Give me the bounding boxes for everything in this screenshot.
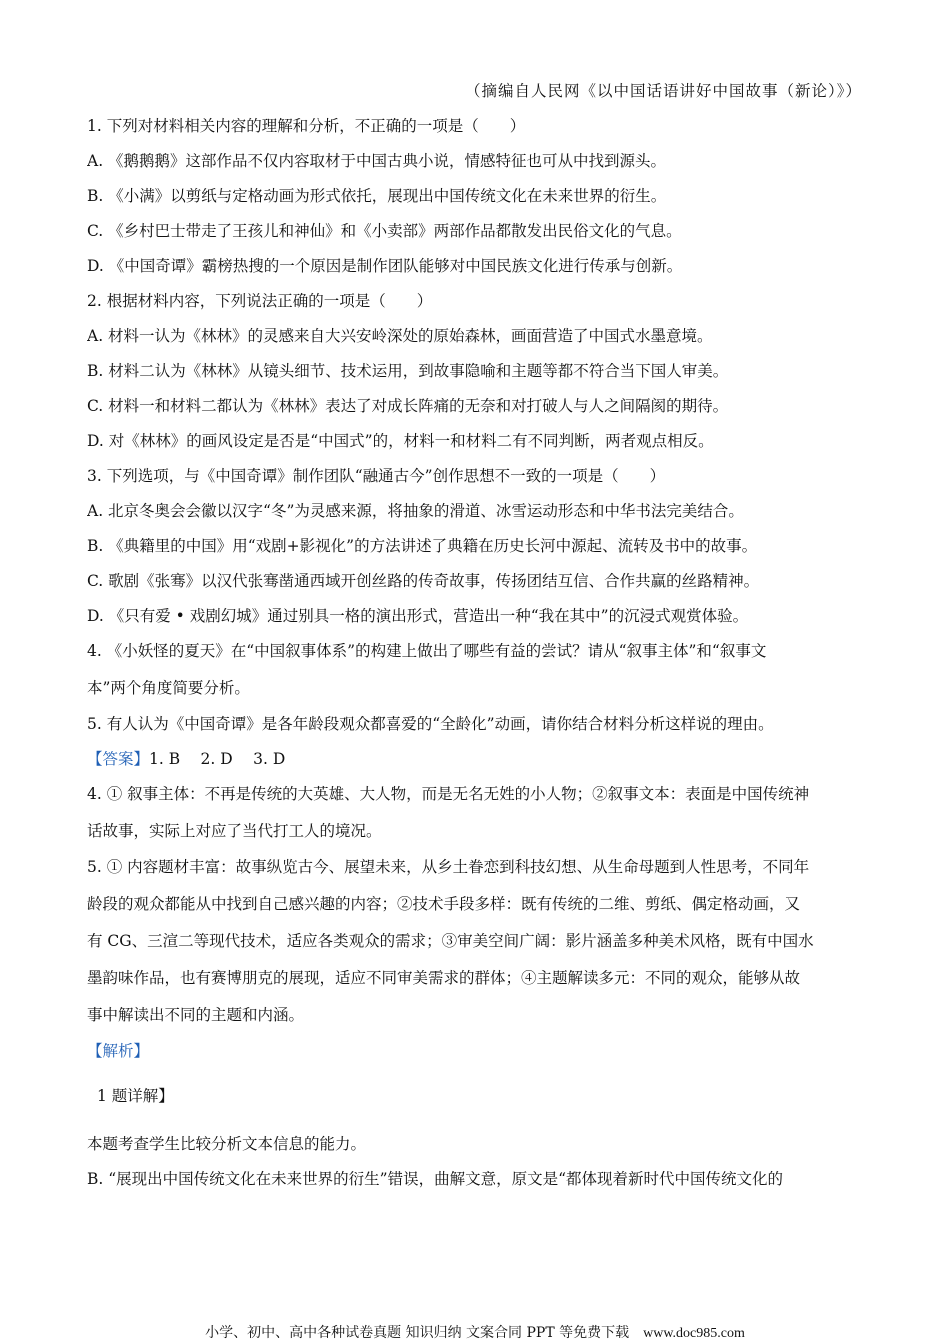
question-1-option-d: D. 《中国奇谭》霸榜热搜的一个原因是制作团队能够对中国民族文化进行传承与创新。 [87, 257, 683, 275]
question-3-option-a: A. 北京冬奥会会徽以汉字“冬”为灵感来源，将抽象的滑道、冰雪运动形态和中华书法完美结合。 [87, 502, 744, 520]
answer-5-line-5: 事中解读出不同的主题和内涵。 [87, 1006, 305, 1024]
question-1-option-b: B. 《小满》以剪纸与定格动画为形式依托，展现出中国传统文化在未来世界的衍生。 [87, 187, 667, 205]
question-2-stem: 2. 根据材料内容，下列说法正确的一项是（ ） [87, 292, 433, 310]
detail-line-2: B. “展现出中国传统文化在未来世界的衍生”错误，曲解文意，原文是“都体现着新时代中国传统文化的 [87, 1170, 784, 1188]
question-2-option-a: A. 材料一认为《林林》的灵感来自大兴安岭深处的原始森林，画面营造了中国式水墨意境。 [87, 327, 713, 345]
footer-site-link[interactable]: www.doc985.com [643, 1326, 745, 1341]
answer-5-line-2: 龄段的观众都能从中找到自己感兴趣的内容；②技术手段多样：既有传统的二维、剪纸、偶定格动画，又 [87, 895, 801, 913]
question-5: 5. 有人认为《中国奇谭》是各年龄段观众都喜爱的“全龄化”动画，请你结合材料分析这样说的理由。 [87, 715, 774, 733]
answer-5-line-3: 有 CG、三渲二等现代技术，适应各类观众的需求；③审美空间广阔：影片涵盖多种美术风格，既有中国水 [87, 932, 814, 950]
analysis-tag: 【解析】 [87, 1042, 150, 1060]
answer-5-line-1: 5. ① 内容题材丰富：故事纵览古今、展望未来，从乡土眷恋到科技幻想、从生命母题到人性思考，不同年 [87, 858, 810, 876]
question-2-option-d: D. 对《林林》的画风设定是否是“中国式”的，材料一和材料二有不同判断，两者观点相反。 [87, 432, 714, 450]
page-footer [0, 1323, 950, 1344]
footer-text: 小学、初中、高中各种试卷真题 知识归纳 文案合同 PPT 等免费下载 [205, 1325, 630, 1341]
question-1-option-a: A. 《鹅鹅鹅》这部作品不仅内容取材于中国古典小说，情感特征也可从中找到源头。 [87, 152, 667, 170]
question-3-stem: 3. 下列选项，与《中国奇谭》制作团队“融通古今”创作思想不一致的一项是（ ） [87, 467, 666, 485]
answer-choices: 1. B 2. D 3. D [149, 750, 286, 768]
question-1-option-c: C. 《乡村巴士带走了王孩儿和神仙》和《小卖部》两部作品都散发出民俗文化的气息。 [87, 222, 682, 240]
detail-line-1: 本题考查学生比较分析文本信息的能力。 [87, 1135, 367, 1153]
question-4-line-1: 4. 《小妖怪的夏天》在“中国叙事体系”的构建上做出了哪些有益的尝试？请从“叙事主体”和“叙事文 [87, 642, 767, 660]
answer-summary [87, 748, 867, 770]
answer-tag: 【答案】 [87, 750, 150, 768]
answer-5-line-4: 墨韵味作品，也有赛博朋克的展现，适应不同审美需求的群体；④主题解读多元：不同的观众，能够从故 [87, 969, 801, 987]
question-3-option-b: B. 《典籍里的中国》用“戏剧+影视化”的方法讲述了典籍在历史长河中源起、流转及书中的故事。 [87, 537, 758, 555]
question-1-stem: 1. 下列对材料相关内容的理解和分析，不正确的一项是（ ） [87, 117, 526, 135]
source-citation: （摘编自人民网《以中国话语讲好中国故事（新论）》） [464, 82, 862, 100]
question-3-option-c: C. 歌剧《张骞》以汉代张骞凿通西域开创丝路的传奇故事，传扬团结互信、合作共赢的丝路精神。 [87, 572, 760, 590]
detail-heading: 1 题详解】 [97, 1087, 174, 1105]
answer-4-line-2: 话故事，实际上对应了当代打工人的境况。 [87, 822, 382, 840]
question-4-line-2: 本”两个角度简要分析。 [87, 679, 250, 697]
question-3-option-d: D. 《只有爱 • 戏剧幻城》通过别具一格的演出形式，营造出一种“我在其中”的沉浸式观赏体验。 [87, 607, 749, 625]
answer-4-line-1: 4. ① 叙事主体：不再是传统的大英雄、大人物，而是无名无姓的小人物；②叙事文本：表面是中国传统神 [87, 785, 810, 803]
question-2-option-b: B. 材料二认为《林林》从镜头细节、技术运用，到故事隐喻和主题等都不符合当下国人审美。 [87, 362, 729, 380]
question-2-option-c: C. 材料一和材料二都认为《林林》表达了对成长阵痛的无奈和对打破人与人之间隔阂的期待。 [87, 397, 729, 415]
